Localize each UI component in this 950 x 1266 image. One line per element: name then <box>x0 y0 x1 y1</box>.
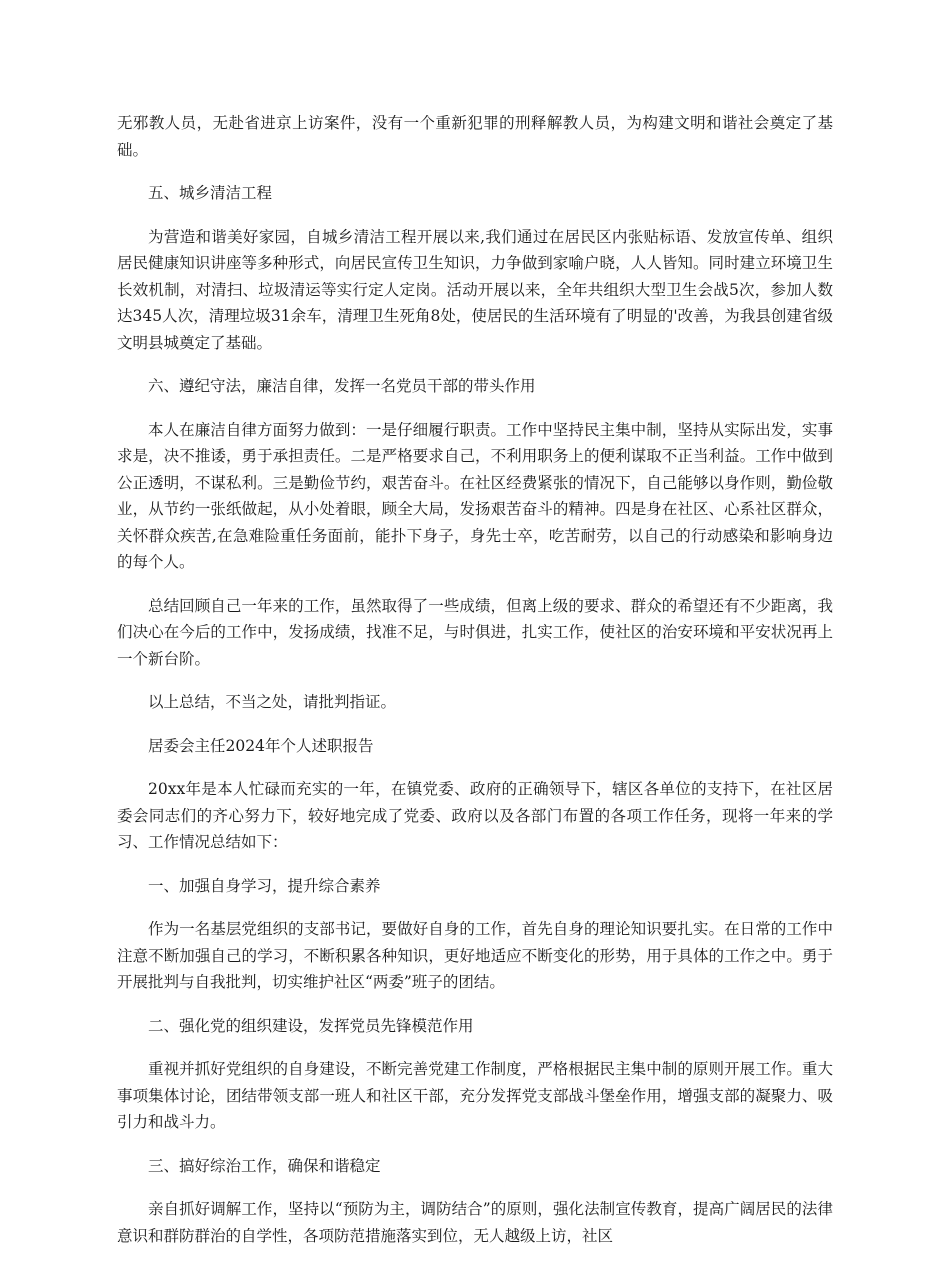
section-heading-5: 五、城乡清洁工程 <box>148 184 273 202</box>
document-body <box>117 110 833 1266</box>
section-heading-6: 六、遵纪守法，廉洁自律，发挥一名党员干部的带头作用 <box>148 377 536 395</box>
section-heading-2: 二、强化党的组织建设，发挥党员先锋模范作用 <box>148 1016 474 1035</box>
paragraph-intro: 20xx年是本人忙碌而充实的一年，在镇党委、政府的正确领导下，辖区各单位的支持下，在社区居委会同志们的齐心努力下，较好地完成了党委、政府以及各部门布置的各项工作任务，现将一年来的学习、工作情况总结如下： <box>117 780 833 851</box>
paragraph-study: 作为一名基层党组织的支部书记，要做好自身的工作，首先自身的理论知识要扎实。在日常的工作中注意不断加强自己的学习，不断积累各种知识，更好地适应不断变化的形势，用于具体的工作之中。勇于开展批判与自我批判，切实维护社区“两委”班子的团结。 <box>117 920 833 991</box>
paragraph-closing: 以上总结，不当之处，请批判指证。 <box>148 693 397 711</box>
report-title: 居委会主任2024年个人述职报告 <box>148 736 374 755</box>
paragraph-mediation: 亲自抓好调解工作，坚持以“预防为主，调防结合”的原则，强化法制宣传教育，提高广阔居民的法律意识和群防群治的自学性，各项防范措施落实到位，无人越级上访，社区 <box>117 1200 833 1245</box>
paragraph-summary: 总结回顾自己一年来的工作，虽然取得了一些成绩，但离上级的要求、群众的希望还有不少距离，我们决心在今后的工作中，发扬成绩，找准不足，与时俱进，扎实工作，使社区的治安环境和平安状况再上一个新台阶。 <box>117 596 833 668</box>
section-heading-3: 三、搞好综治工作，确保和谐稳定 <box>148 1156 381 1175</box>
paragraph-continuation: 无邪教人员，无赴省进京上访案件，没有一个重新犯罪的刑释解教人员，为构建文明和谐社会奠定了基础。 <box>117 114 833 159</box>
paragraph-cleaning-project: 为营造和谐美好家园，自城乡清洁工程开展以来,我们通过在居民区内张贴标语、发放宣传单、组织居民健康知识讲座等多种形式，向居民宣传卫生知识，力争做到家喻户晓，人人皆知。同时建立环境卫生长效机制，对清扫、垃圾清运等实行定人定岗。活动开展以来，全年共组织大型卫生会战5次，参加人数达345人次，清理垃圾31余车，清理卫生死角8处，使居民的生活环境有了明显的'改善，为我县创建省级文明县城奠定了基础。 <box>117 227 833 352</box>
paragraph-self-discipline: 本人在廉洁自律方面努力做到：一是仔细履行职责。工作中坚持民主集中制，坚持从实际出发，实事求是，决不推诿，勇于承担责任。二是严格要求自己，不利用职务上的便利谋取不正当利益。工作中做到公正透明，不谋私利。三是勤俭节约，艰苦奋斗。在社区经费紧张的情况下，自己能够以身作则，勤俭敬业，从节约一张纸做起，从小处着眼，顾全大局，发扬艰苦奋斗的精神。四是身在社区、心系社区群众，关怀群众疾苦,在急难险重任务面前，能扑下身子，身先士卒，吃苦耐劳，以自己的行动感染和影响身边的每个人。 <box>117 420 833 571</box>
section-heading-1: 一、加强自身学习，提升综合素养 <box>148 876 381 895</box>
paragraph-party-building: 重视并抓好党组织的自身建设，不断完善党建工作制度，严格根据民主集中制的原则开展工作。重大事项集体讨论，团结带领支部一班人和社区干部，充分发挥党支部战斗堡垒作用，增强支部的凝聚力、吸引力和战斗力。 <box>117 1060 833 1131</box>
